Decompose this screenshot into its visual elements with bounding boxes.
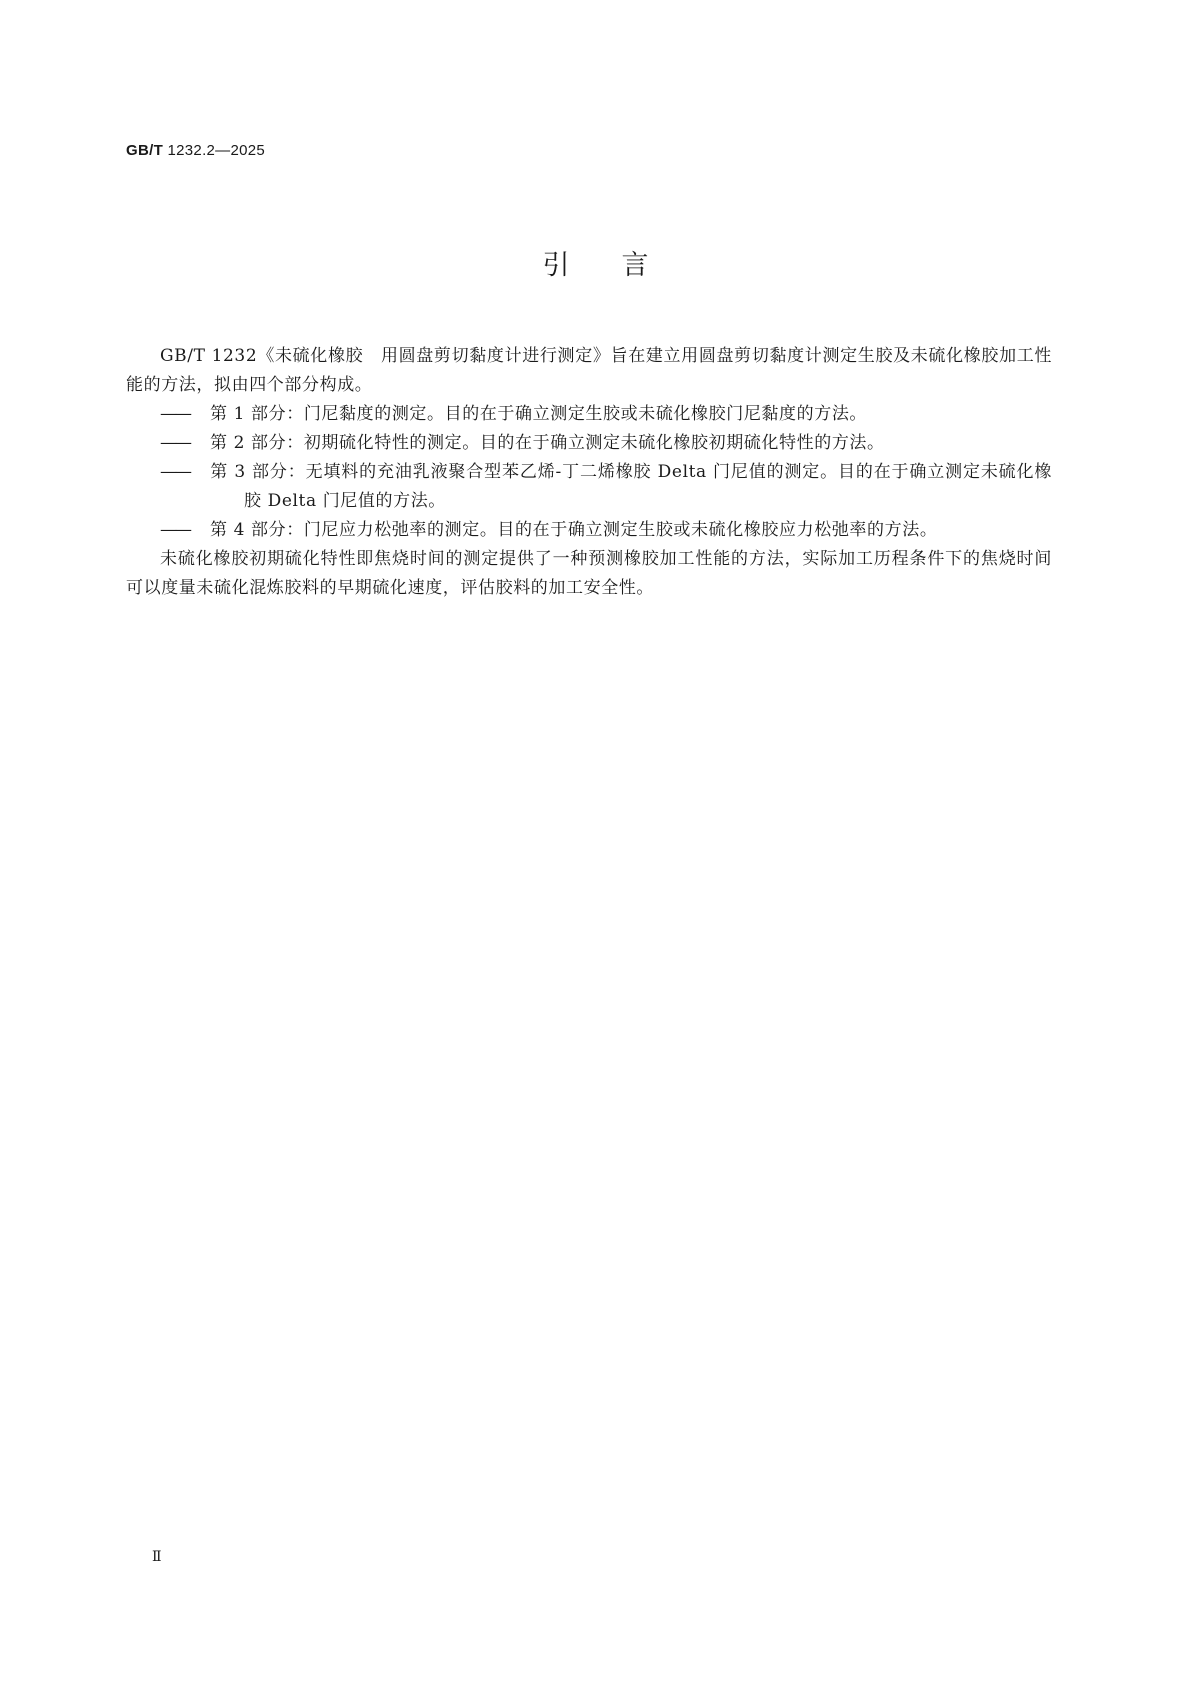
standard-code: GB/T <box>126 142 164 159</box>
list-item-text: 第 4 部分：门尼应力松弛率的测定。目的在于确立测定生胶或未硫化橡胶应力松弛率的方法。 <box>210 520 938 540</box>
list-item <box>160 458 1052 516</box>
intro-paragraph: GB/T 1232《未硫化橡胶 用圆盘剪切黏度计进行测定》旨在建立用圆盘剪切黏度计测定生胶及未硫化橡胶加工性能的方法，拟由四个部分构成。 <box>126 346 1052 395</box>
list-item-text: 第 1 部分：门尼黏度的测定。目的在于确立测定生胶或未硫化橡胶门尼黏度的方法。 <box>210 404 868 424</box>
closing-paragraph: 未硫化橡胶初期硫化特性即焦烧时间的测定提供了一种预测橡胶加工性能的方法，实际加工历程条件下的焦烧时间可以度量未硫化混炼胶料的早期硫化速度，评估胶料的加工安全性。 <box>126 549 1052 598</box>
list-item <box>160 516 1052 545</box>
list-item <box>160 400 1052 429</box>
standard-number: 1232.2—2025 <box>167 142 266 159</box>
page-number: Ⅱ <box>152 1549 162 1565</box>
list-dash: —— <box>160 433 190 453</box>
list-dash: —— <box>160 404 190 424</box>
list-dash: —— <box>160 520 190 540</box>
list-item <box>160 429 1052 458</box>
document-body <box>126 342 1052 603</box>
page-title: 引言 <box>542 250 701 281</box>
list-item-text: 第 2 部分：初期硫化特性的测定。目的在于确立测定未硫化橡胶初期硫化特性的方法。 <box>210 433 885 453</box>
list-dash: —— <box>160 462 190 482</box>
list-item-text: 第 3 部分：无填料的充油乳液聚合型苯乙烯-丁二烯橡胶 Delta 门尼值的测定。目的在于确立测定未硫化橡胶 Delta 门尼值的方法。 <box>210 462 1052 511</box>
document-header <box>126 142 265 159</box>
